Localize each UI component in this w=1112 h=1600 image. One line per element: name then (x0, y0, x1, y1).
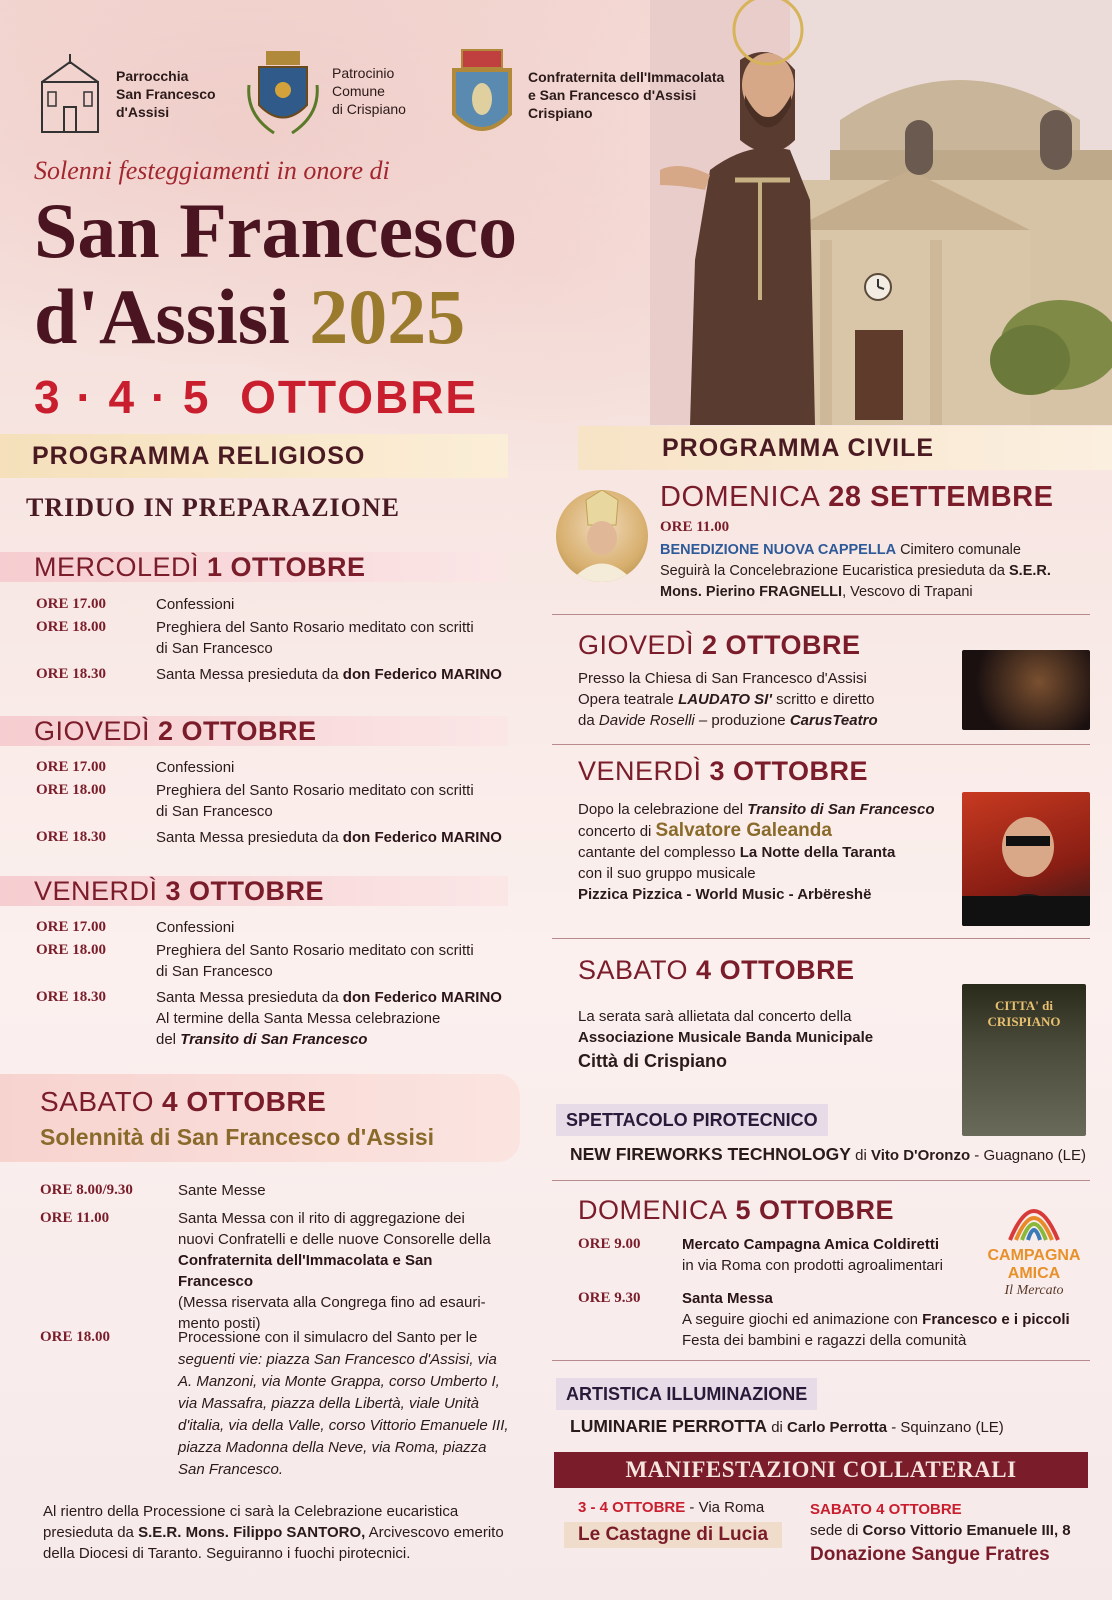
day-date: 2 OTTOBRE (158, 715, 317, 746)
time-label: ORE 17.00 (36, 919, 107, 935)
programma-civile-header: PROGRAMMA CIVILE (578, 426, 1112, 470)
title-dassisi: d'Assisi (34, 273, 290, 360)
logo-parrocchia (34, 52, 216, 136)
gio2-text: Presso la Chiesa di San Francesco d'Assisi Opera teatrale LAUDATO SI' scritto e diretto da Davide Roselli – produzione CarusTeatro (578, 670, 878, 729)
event-text: Confessioni (156, 759, 235, 776)
event-text: Santa Messa presieduta da don Federico MARINO (156, 829, 502, 846)
day-header-domenica-28 (660, 482, 1053, 512)
sab4-text: La serata sarà allietata dal concerto della Associazione Musicale Banda Municipale Città di Crispiano (578, 1008, 874, 1071)
sabato-subtitle: Solennità di San Francesco d'Assisi (40, 1124, 435, 1150)
time-label: ORE 18.00 (36, 619, 107, 635)
day-header-venerdi (0, 876, 508, 906)
event-text: Santa Messa presieduta da don Federico MARINO (156, 666, 502, 683)
day-header-giovedi (0, 716, 508, 746)
day-header-sabato (40, 1087, 326, 1117)
illuminazione-text: LUMINARIE PERROTTA di Carlo Perrotta - Squinzano (LE) (570, 1416, 1004, 1436)
event-text: Sante Messe (178, 1182, 266, 1199)
pirotecnico-label: SPETTACOLO PIROTECNICO (556, 1104, 828, 1136)
time-label: ORE 11.00 (40, 1210, 110, 1226)
bishop-portrait (556, 490, 648, 582)
logo-line: AMICA (1007, 1265, 1061, 1282)
ven3-text: Dopo la celebrazione del Transito di San Francesco concerto di Salvatore Galeanda cantante del complesso La Notte della Taranta con il suo gruppo musicale Pizzica Pizzica - World Music - Arbëreshë (578, 801, 935, 903)
logo-line: d'Assisi (116, 104, 170, 120)
illuminazione-label: ARTISTICA ILLUMINAZIONE (556, 1378, 817, 1410)
event-text: Preghiera del Santo Rosario meditato con scritti di San Francesco (156, 942, 474, 980)
day-date: 1 OTTOBRE (207, 551, 366, 582)
concert-poster-thumbnail (962, 792, 1090, 926)
day-header-venerdi-civile (578, 756, 868, 786)
day-name: MERCOLEDÌ (34, 551, 200, 582)
triduo-heading: TRIDUO IN PREPARAZIONE (26, 493, 400, 522)
collaterali-header: MANIFESTAZIONI COLLATERALI (554, 1452, 1088, 1488)
logo-line: di Crispiano (332, 101, 406, 117)
logo-line: Confraternita dell'Immacolata (528, 69, 725, 85)
logo-line: Comune (332, 83, 385, 99)
day-header-mercoledi (0, 552, 508, 582)
time-label: ORE 18.00 (40, 1329, 111, 1345)
divider (552, 614, 1090, 615)
day-date: 4 OTTOBRE (696, 954, 855, 985)
time-label: ORE 17.00 (36, 759, 107, 775)
day-name: DOMENICA (660, 480, 821, 513)
event-text: Santa Messa A seguire giochi ed animazione con Francesco e i piccoli Festa dei bambini e ragazzi della comunità (682, 1290, 1070, 1349)
day-header-domenica-5 (578, 1195, 894, 1225)
logo-line: Parrocchia (116, 68, 189, 84)
church-icon (34, 52, 106, 136)
time-label: ORE 17.00 (36, 596, 107, 612)
time-label: ORE 11.00 (660, 519, 730, 535)
day-name: GIOVEDÌ (34, 715, 151, 746)
band-poster-title: CITTA' di CRISPIANO (987, 998, 1061, 1029)
title-dates: 3 · 4 · 5 OTTOBRE (34, 371, 479, 423)
day-name: DOMENICA (578, 1194, 728, 1225)
logo-line: CAMPAGNA (987, 1247, 1081, 1264)
time-label: ORE 18.00 (36, 942, 107, 958)
title-year: 2025 (309, 273, 466, 360)
time-label: ORE 18.30 (36, 989, 107, 1005)
band-poster-thumbnail (962, 984, 1086, 1136)
coat-of-arms-icon (244, 45, 322, 137)
day-name: GIOVEDÌ (578, 629, 695, 660)
divider (552, 744, 1090, 745)
day-date: 4 OTTOBRE (162, 1086, 327, 1117)
event-text: Confessioni (156, 596, 235, 613)
campagna-amica-icon (1006, 1192, 1062, 1242)
event-text: Preghiera del Santo Rosario meditato con scritti di San Francesco (156, 782, 474, 820)
day-date: 3 OTTOBRE (709, 755, 869, 786)
logo-line: San Francesco (116, 86, 216, 102)
day-header-giovedi-civile (578, 630, 861, 660)
logo-line: Crispiano (528, 105, 593, 121)
event-text: Santa Messa presieduta da don Federico MARINO Al termine della Santa Messa celebrazione del Transito di San Francesco (156, 989, 502, 1048)
day-name: SABATO (578, 954, 689, 985)
event-text: Preghiera del Santo Rosario meditato con scritti di San Francesco (156, 619, 474, 657)
time-label: ORE 8.00/9.30 (40, 1182, 133, 1198)
title-line1: San Francesco (34, 187, 518, 274)
event-text: Santa Messa con il rito di aggregazione dei nuovi Confratelli e delle nuove Consorelle della Confraternita dell'Immacolata e San Francesco (Messa riservata alla Congrega fino ad esauri- mento posti) (178, 1210, 491, 1332)
title-line2 (34, 274, 465, 360)
time-label: ORE 18.00 (36, 782, 107, 798)
logo-line: e San Francesco d'Assisi (528, 87, 697, 103)
campagna-amica-logo (972, 1192, 1096, 1299)
event-text: Confessioni (156, 919, 235, 936)
day-date: 2 OTTOBRE (702, 629, 861, 660)
logo-confraternita (446, 44, 724, 146)
day-date: 5 OTTOBRE (735, 1194, 895, 1225)
day-name: VENERDÌ (578, 755, 702, 786)
logo-confraternita-text (528, 68, 724, 122)
time-label: ORE 18.30 (36, 829, 107, 845)
theatre-thumbnail (962, 650, 1090, 730)
programma-religioso-header: PROGRAMMA RELIGIOSO (0, 434, 508, 478)
day-name: VENERDÌ (34, 875, 158, 906)
logo-line: Patrocinio (332, 65, 395, 81)
crest-icon (446, 44, 518, 146)
time-label: ORE 9.30 (578, 1290, 641, 1306)
day-header-sabato-civile (578, 955, 855, 985)
divider (552, 1180, 1090, 1181)
event-text: Processione con il simulacro del Santo per le seguenti vie: piazza San Francesco d'Assisi, via A. Manzoni, via Monte Grappa, corso Umberto I, via Massafra, piazza della Libertà, viale Unità d'italia, via della Valle, corso Vittorio Emanuele III, piazza Madonna della Neve, via Roma, piazza San Francesco. (178, 1329, 509, 1478)
logo-comune-text (332, 64, 406, 118)
processione-footer: Al rientro della Processione ci sarà la Celebrazione eucaristica presieduta da S.E.R. Mons. Filippo SANTORO, Arcivescovo emerito della Diocesi di Taranto. Seguiranno i fuochi pirotecnici. (43, 1503, 504, 1562)
collaterali-item-fratres: SABATO 4 OTTOBRE sede di Corso Vittorio Emanuele III, 8 Donazione Sangue Fratres (810, 1501, 1071, 1565)
collaterali-item-castagne: 3 - 4 OTTOBRE - Via Roma (578, 1499, 765, 1516)
logo-comune (244, 45, 406, 137)
dom28-text: BENEDIZIONE NUOVA CAPPELLA Cimitero comunale Seguirà la Concelebrazione Eucaristica presieduta da S.E.R. Mons. Pierino FRAGNELLI, Vescovo di Trapani (660, 542, 1051, 600)
day-date: 28 SETTEMBRE (828, 480, 1054, 513)
castagne-label: Le Castagne di Lucia (564, 1522, 782, 1548)
divider (552, 938, 1090, 939)
subtitle: Solenni festeggiamenti in onore di (34, 156, 390, 185)
divider (552, 1360, 1090, 1361)
day-date: 3 OTTOBRE (165, 875, 325, 906)
logo-line: Il Mercato (1004, 1283, 1064, 1298)
time-label: ORE 18.30 (36, 666, 107, 682)
time-label: ORE 9.00 (578, 1236, 641, 1252)
pirotecnico-text: NEW FIREWORKS TECHNOLOGY di Vito D'Oronzo - Guagnano (LE) (570, 1144, 1087, 1164)
event-text: Mercato Campagna Amica Coldiretti in via Roma con prodotti agroalimentari (682, 1236, 943, 1274)
day-name: SABATO (40, 1086, 155, 1117)
logo-parrocchia-text (116, 67, 216, 121)
